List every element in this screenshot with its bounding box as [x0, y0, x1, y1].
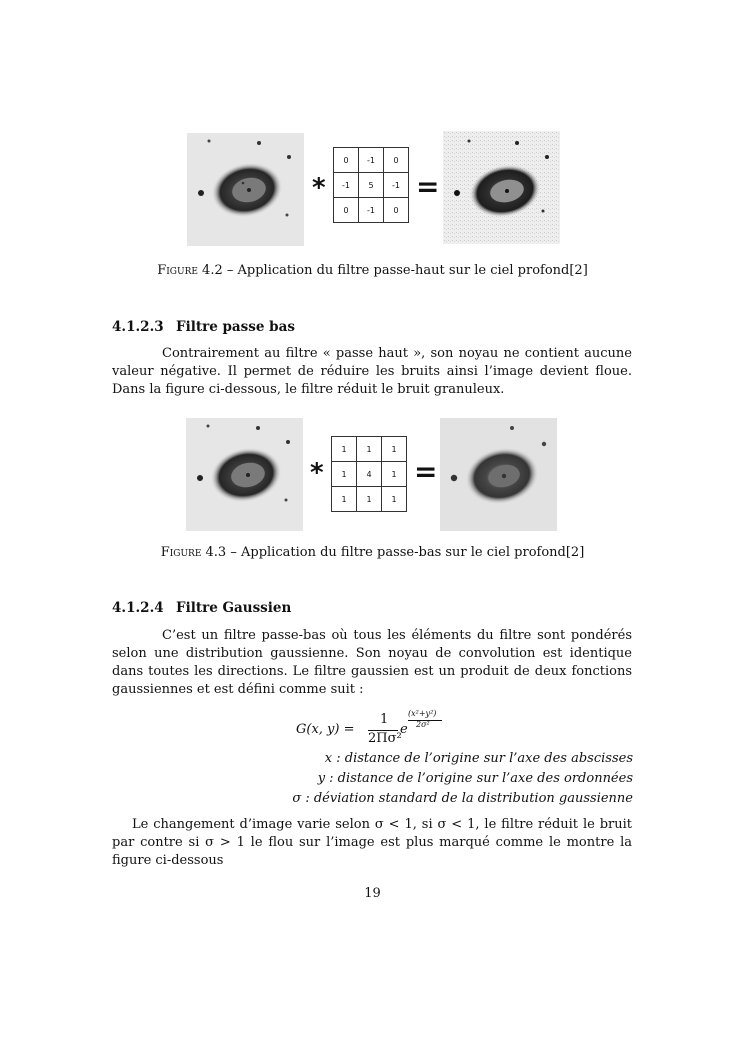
figure-label: Figure 4.3 — [160, 545, 227, 560]
gaussian-equation — [296, 709, 496, 752]
kernel-cell: -1 — [359, 198, 384, 223]
kernel-cell: 1 — [357, 437, 382, 462]
equation-base: e — [400, 722, 408, 737]
exponent-denominator: 2σ² — [416, 720, 430, 729]
section-heading-4-1-2-4 — [112, 600, 291, 616]
convolution-operator: * — [312, 173, 326, 203]
section-heading-4-1-2-3 — [112, 319, 295, 335]
galaxy-image-original — [186, 418, 303, 531]
caption-text: – Application du filtre passe-bas sur le ciel profond[2] — [226, 545, 585, 560]
page-number: 19 — [364, 886, 381, 901]
variable-definition: x : distance de l’origine sur l’axe des abscisses — [324, 751, 633, 766]
galaxy-image-highpass — [443, 131, 560, 244]
kernel-cell: 1 — [382, 487, 407, 512]
equation-lhs: G(x, y) = — [296, 722, 355, 737]
kernel-cell: 1 — [332, 462, 357, 487]
kernel-cell: -1 — [334, 173, 359, 198]
paragraph-gaussien: C’est un filtre passe-bas où tous les éléments du filtre sont pondérés selon une distribution gaussienne. Son noyau de convolution est identique dans toutes les directions. Le filtre gaussien est un produit de deux fonctions gaussiennes et est défini comme suit : — [112, 628, 632, 697]
caption-text: – Application du filtre passe-haut sur le ciel profond[2] — [222, 263, 588, 278]
kernel-cell: 1 — [332, 437, 357, 462]
kernel-row — [334, 148, 409, 173]
section-number: 4.1.2.4 — [112, 600, 164, 616]
kernel-row — [332, 437, 407, 462]
closing-paragraph: Le changement d’image varie selon σ < 1, si σ < 1, le filtre réduit le bruit par contre si σ > 1 le flou sur l’image est plus marqué comme le montre la figure ci-dessous — [112, 817, 632, 868]
kernel-row — [334, 173, 409, 198]
section-title: Filtre Gaussien — [176, 600, 292, 616]
kernel-cell: 0 — [334, 148, 359, 173]
equation-denominator: 2Πσ² — [368, 731, 402, 746]
kernel-row — [332, 462, 407, 487]
kernel-cell: 0 — [334, 198, 359, 223]
figure-label: Figure 4.2 — [157, 263, 223, 278]
figure-4-2-caption — [0, 263, 745, 278]
variable-definition: y : distance de l’origine sur l’axe des ordonnées — [317, 771, 633, 786]
section-number: 4.1.2.3 — [112, 319, 164, 335]
paragraph-passe-bas: Contrairement au filtre « passe haut », son noyau ne contient aucune valeur négative. Il permet de réduire les bruits ainsi l’image devient floue. Dans la figure ci-dessous, le filtre réduit le bruit granuleux. — [112, 346, 632, 397]
galaxy-image-original — [187, 133, 304, 246]
section-title: Filtre passe bas — [176, 319, 295, 335]
kernel-cell: -1 — [384, 173, 409, 198]
kernel-row — [334, 198, 409, 223]
kernel-matrix-highpass — [333, 147, 409, 223]
kernel-cell: 1 — [332, 487, 357, 512]
figure-4-3-caption — [0, 545, 745, 560]
kernel-cell: 1 — [357, 487, 382, 512]
kernel-row — [332, 487, 407, 512]
kernel-cell: 0 — [384, 148, 409, 173]
kernel-cell: 1 — [382, 462, 407, 487]
equals-operator: = — [416, 170, 440, 203]
kernel-cell: 4 — [357, 462, 382, 487]
convolution-operator: * — [310, 458, 324, 488]
kernel-cell: -1 — [359, 148, 384, 173]
equals-operator: = — [414, 455, 438, 488]
kernel-cell: 1 — [382, 437, 407, 462]
equation-numerator: 1 — [380, 712, 389, 727]
kernel-cell: 5 — [359, 173, 384, 198]
exponent-numerator: (x²+y²) — [408, 709, 437, 718]
galaxy-image-lowpass — [440, 418, 557, 531]
kernel-cell: 0 — [384, 198, 409, 223]
variable-definition: σ : déviation standard de la distribution gaussienne — [292, 791, 633, 806]
kernel-matrix-lowpass — [331, 436, 407, 512]
